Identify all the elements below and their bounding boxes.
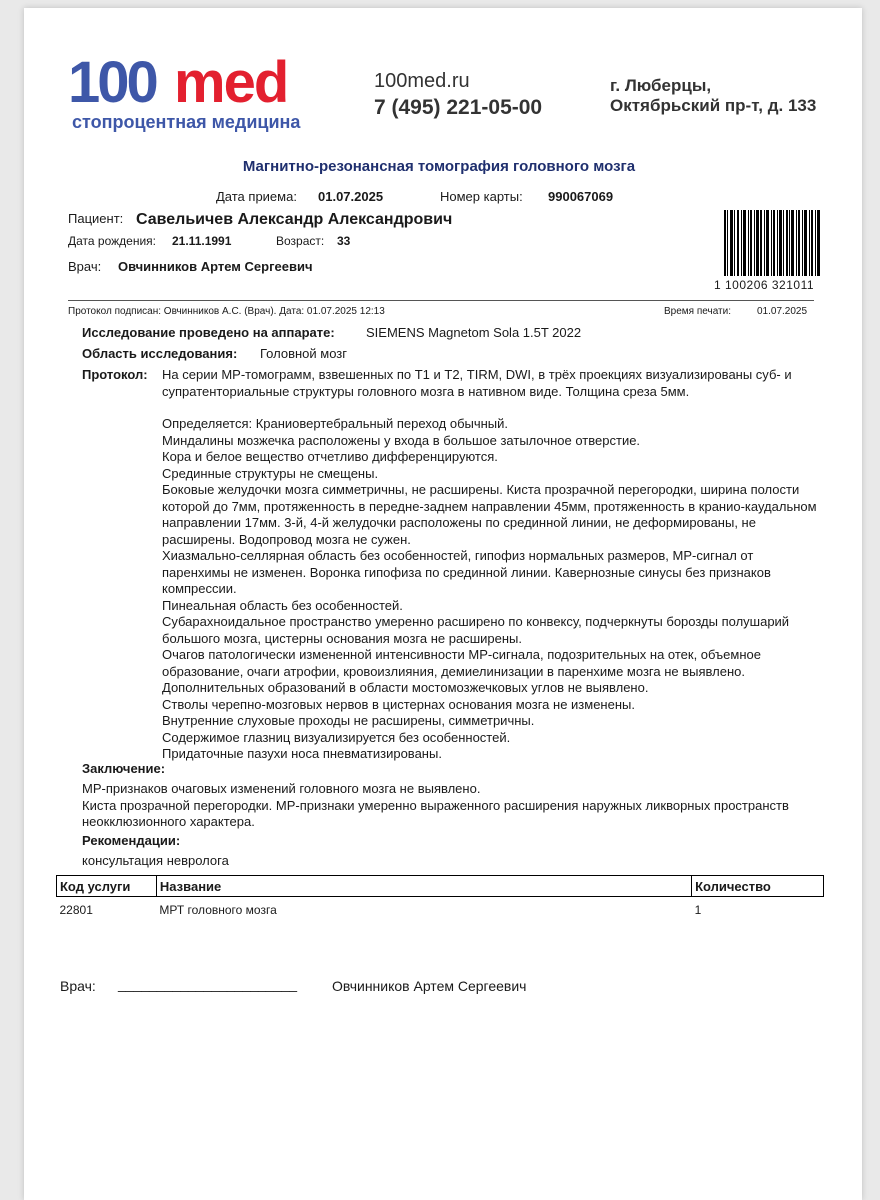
area-value: Головной мозг — [260, 346, 347, 361]
finding-item: Субарахноидальное пространство умеренно расширено по конвексу, подчеркнуты борозды полушарий большого мозга, цистерны основания мозга не расширены. — [162, 614, 790, 646]
finding-item: Стволы черепно-мозговых нервов в цистернах основания мозга не изменены. — [162, 696, 635, 712]
device-label: Исследование проведено на аппарате: — [82, 325, 335, 340]
patient-age: 33 — [337, 234, 351, 248]
clinic-website[interactable]: 100med.ru — [374, 70, 470, 92]
print-date: 01.07.2025 — [757, 306, 808, 317]
doctor-label: Врач: — [68, 259, 102, 274]
recommendations-text: консультация невролога — [82, 853, 229, 868]
conclusion-text — [82, 781, 812, 831]
conclusion-line: МР-признаков очаговых изменений головного мозга не выявлено. — [82, 781, 481, 796]
clinic-address-line1: г. Люберцы, — [610, 76, 712, 95]
finding-item: Определяется: Краниовертебральный переход обычный. — [162, 416, 509, 431]
column-header: Название — [156, 876, 691, 897]
finding-item: Внутренние слуховые проходы не расширены, симметричны. — [162, 713, 535, 728]
finding-item: Содержимое глазниц визуализируется без особенностей. — [162, 729, 511, 745]
column-header: Количество — [692, 876, 824, 897]
finding-item: Очагов патологически измененной интенсивности МР-сигнала, подозрительных на отек, объемное образование, очаги атрофии, кровоизлияния, демиелинизации в паренхиме мозга не выявлено. — [162, 647, 761, 679]
protocol-signed-text: Протокол подписан: Овчинников А.С. (Врач). Дата: 01.07.2025 12:13 — [68, 306, 385, 317]
conclusion-line: Киста прозрачной перегородки. МР-признаки умеренно выраженного расширения наружных ликворных пространств неокклюзионного характера. — [82, 797, 789, 829]
findings-list — [162, 416, 818, 763]
finding-item: Миндалины мозжечка расположены у входа в большое затылочное отверстие. — [162, 432, 641, 448]
area-label: Область исследования: — [82, 346, 238, 361]
dob-label: Дата рождения: — [68, 234, 156, 248]
divider — [68, 300, 814, 301]
logo-number: 100 — [68, 50, 156, 115]
column-header: Код услуги — [57, 876, 157, 897]
clinic-phone: 7 (495) 221-05-00 — [374, 96, 543, 119]
conclusion-label: Заключение: — [82, 761, 166, 776]
finding-item: Срединные структуры не смещены. — [162, 465, 379, 481]
service-name: МРТ головного мозга — [159, 903, 277, 917]
finding-item: Придаточные пазухи носа пневматизированы. — [162, 746, 442, 761]
age-label: Возраст: — [276, 234, 325, 248]
barcode-icon — [724, 210, 822, 276]
visit-date-label: Дата приема: — [216, 189, 297, 204]
table-row — [57, 897, 824, 924]
services-table — [56, 875, 824, 923]
finding-item: Кора и белое вещество отчетливо дифференцируются. — [162, 449, 498, 464]
patient-dob: 21.11.1991 — [172, 234, 232, 248]
logo-med: med — [174, 50, 288, 115]
barcode-number: 1 100206 321011 — [714, 278, 815, 292]
recommendations-label: Рекомендации: — [82, 833, 181, 848]
finding-item: Хиазмально-селлярная область без особенностей, гипофиз нормальных размеров, МР-сигнал от паренхимы не изменен. Воронка гипофиза по срединной линии. Кавернозные синусы без признаков компрессии. — [162, 548, 771, 596]
doctor-name: Овчинников Артем Сергеевич — [118, 259, 313, 274]
patient-label: Пациент: — [68, 211, 124, 226]
logo-tagline: стопроцентная медицина — [72, 112, 301, 132]
print-time-label: Время печати: — [664, 306, 732, 317]
footer-doctor-name: Овчинников Артем Сергеевич — [332, 978, 527, 994]
clinic-address-line2: Октябрьский пр-т, д. 133 — [610, 96, 817, 115]
table-header-row — [57, 876, 824, 897]
finding-item: Боковые желудочки мозга симметричны, не расширены. Киста прозрачной перегородки, ширина полости которой до 7мм, протяженность в передне-заднем направлении 45мм, протяженность в кранио-каудальном направлении 17мм. 3-й, 4-й желудочки расположены по срединной линии, не деформированы, не расширены. Водопровод мозга не сужен. — [162, 482, 817, 547]
visit-date: 01.07.2025 — [318, 189, 384, 204]
service-quantity: 1 — [694, 903, 702, 917]
report-page — [24, 8, 862, 1200]
finding-item: Пинеальная область без особенностей. — [162, 597, 403, 613]
card-number-label: Номер карты: — [440, 189, 523, 204]
signature-line: _______________________ — [118, 976, 298, 992]
patient-name: Савельичев Александр Александрович — [136, 211, 453, 228]
protocol-intro: На серии МР-томограмм, взвешенных по Т1 и Т2, TIRM, DWI, в трёх проекциях визуализированы суб- и супратенториальные структуры головного мозга в нативном виде. Толщина среза 5мм. — [162, 367, 792, 399]
card-number: 990067069 — [548, 189, 614, 204]
document-title: Магнитно-резонансная томография головного мозга — [242, 158, 636, 175]
footer-doctor-label: Врач: — [60, 978, 96, 994]
finding-item: Дополнительных образований в области мостомозжечковых углов не выявлено. — [162, 680, 649, 695]
service-code: 22801 — [59, 903, 93, 917]
device-value: SIEMENS Magnetom Sola 1.5T 2022 — [366, 325, 582, 340]
protocol-label: Протокол: — [82, 367, 148, 382]
